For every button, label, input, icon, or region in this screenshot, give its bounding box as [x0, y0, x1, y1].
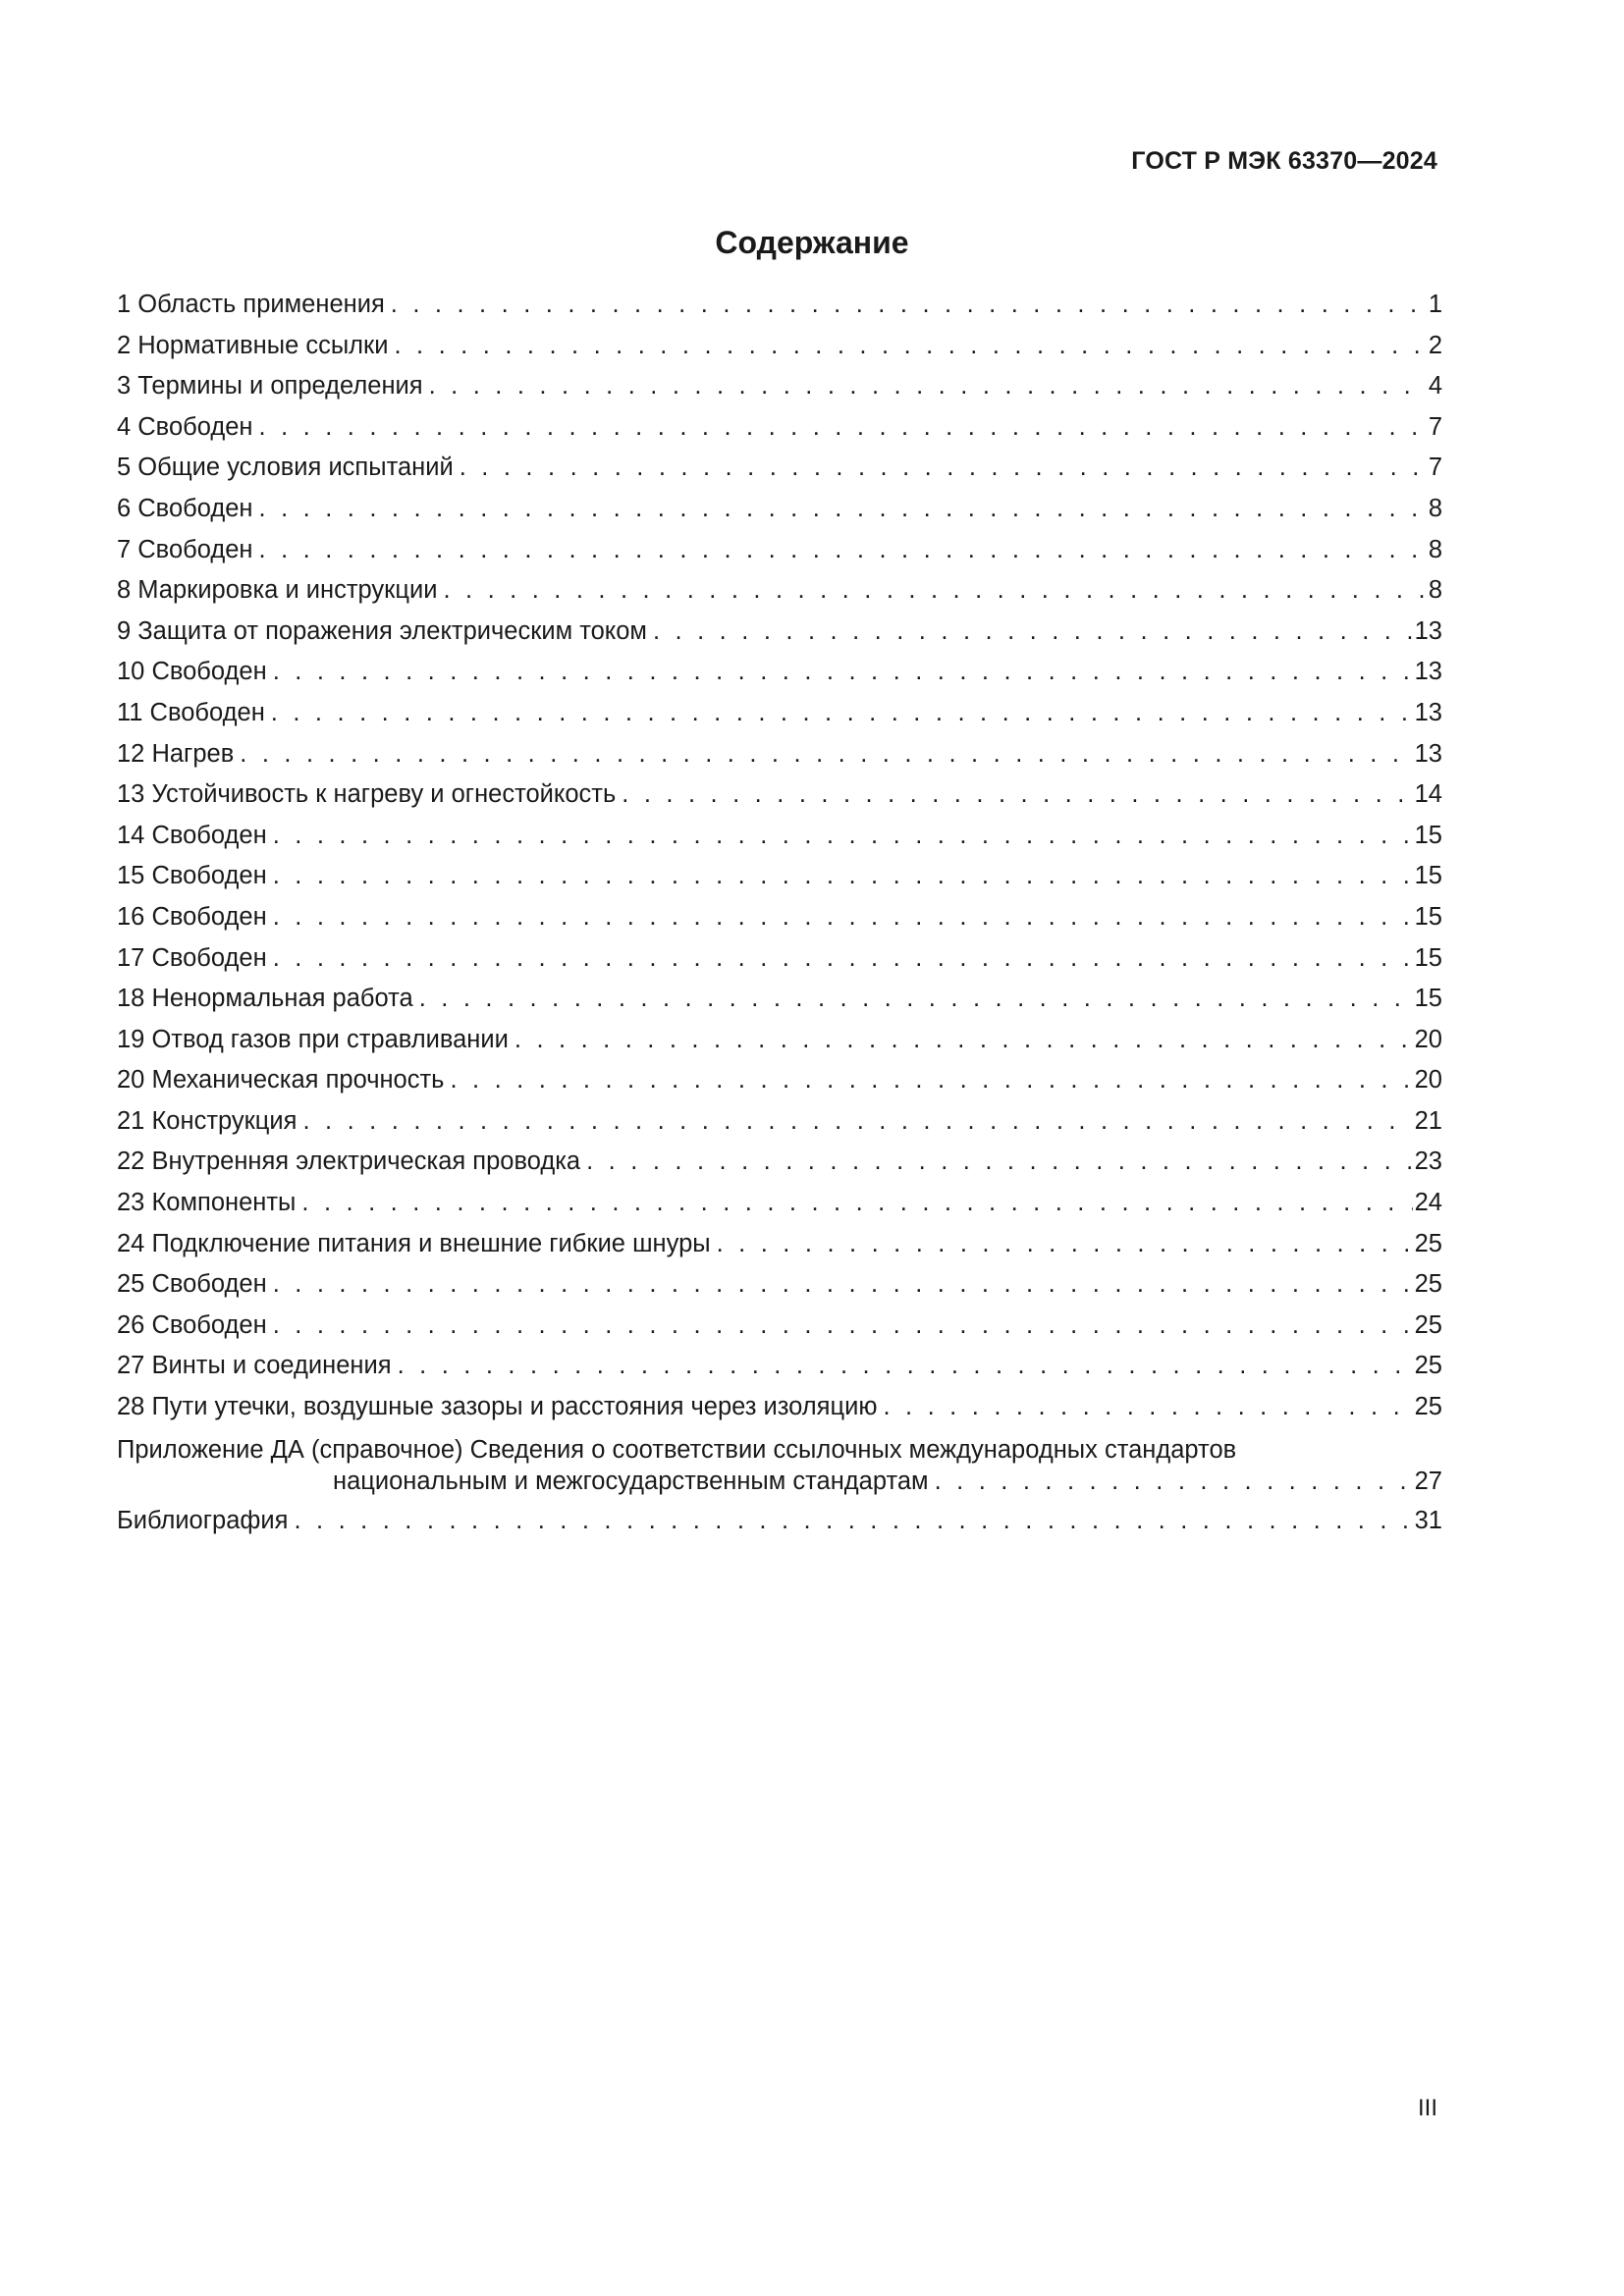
toc-entry-label: 2 Нормативные ссылки — [117, 331, 389, 359]
toc-leader — [622, 774, 1412, 816]
toc-entry[interactable] — [117, 652, 1442, 693]
toc-leader — [883, 1387, 1412, 1428]
toc-entry[interactable] — [117, 1346, 1442, 1387]
toc-entry-page: 8 — [1428, 494, 1442, 522]
toc-appendix-line1: Приложение ДА (справочное) Сведения о соответствии ссылочных международных стандартов — [117, 1435, 1237, 1464]
toc-entry[interactable] — [117, 979, 1442, 1020]
toc-entry[interactable] — [117, 1101, 1442, 1143]
toc-entry[interactable] — [117, 285, 1442, 326]
toc-leader — [302, 1101, 1412, 1143]
toc-entry[interactable] — [117, 938, 1442, 980]
toc-entry-page: 8 — [1428, 576, 1442, 605]
toc-entry-label: 26 Свободен — [117, 1310, 267, 1339]
toc-leader — [653, 612, 1413, 653]
toc-entry-page: 23 — [1414, 1148, 1442, 1176]
toc-entry[interactable] — [117, 897, 1442, 938]
toc-entry-page: 25 — [1414, 1352, 1442, 1380]
toc-entry-page: 24 — [1414, 1189, 1442, 1217]
toc-entry-label: 22 Внутренняя электрическая проводка — [117, 1148, 581, 1176]
toc-entry[interactable] — [117, 1060, 1442, 1101]
toc-entry-page: 21 — [1414, 1106, 1442, 1135]
toc-leader — [294, 1501, 1412, 1542]
toc-entry-label: 16 Свободен — [117, 902, 267, 931]
toc-entry-label: 5 Общие условия испытаний — [117, 454, 454, 482]
toc-leader — [259, 407, 1427, 449]
toc-entry-label: 23 Компоненты — [117, 1189, 297, 1217]
toc-leader — [450, 1060, 1412, 1101]
page-number: III — [1417, 2095, 1437, 2121]
toc-entry[interactable] — [117, 326, 1442, 367]
toc-leader — [460, 448, 1427, 489]
toc-entry-page: 15 — [1414, 862, 1442, 890]
toc-entry[interactable] — [117, 366, 1442, 407]
toc-entry-label: 20 Механическая прочность — [117, 1066, 445, 1095]
toc-leader — [398, 1346, 1413, 1387]
toc-entry-label: 21 Конструкция — [117, 1106, 298, 1135]
toc-entry[interactable] — [117, 1387, 1442, 1428]
toc-leader — [935, 1466, 1413, 1497]
toc-appendix-line2-row — [117, 1466, 1442, 1497]
toc-entry-page: 25 — [1414, 1229, 1442, 1257]
toc-entry-label: 6 Свободен — [117, 494, 253, 522]
toc-entry[interactable] — [117, 1306, 1442, 1347]
toc-entry[interactable] — [117, 1224, 1442, 1265]
toc-leader — [419, 979, 1413, 1020]
toc-entry-label: 4 Свободен — [117, 412, 253, 441]
toc-leader — [273, 1264, 1413, 1306]
toc-entry-page: 20 — [1414, 1025, 1442, 1053]
toc-entry-page: 31 — [1414, 1506, 1442, 1534]
toc-entry-page: 15 — [1414, 821, 1442, 849]
toc-entry[interactable] — [117, 530, 1442, 571]
toc-leader — [717, 1224, 1413, 1265]
toc-entry-label: 7 Свободен — [117, 535, 253, 563]
toc-entry-page: 15 — [1414, 943, 1442, 972]
toc-leader — [443, 570, 1426, 612]
toc-leader — [429, 366, 1427, 407]
toc-entry-page: 4 — [1428, 372, 1442, 400]
toc-entry-page: 13 — [1414, 698, 1442, 726]
toc-entry[interactable] — [117, 570, 1442, 612]
toc-entry[interactable] — [117, 489, 1442, 530]
toc-entry-label: 3 Термины и определения — [117, 372, 423, 400]
toc-entry-label: 27 Винты и соединения — [117, 1352, 392, 1380]
toc-entry-page: 7 — [1428, 454, 1442, 482]
document-code: ГОСТ Р МЭК 63370—2024 — [1131, 147, 1437, 175]
toc-leader — [391, 285, 1427, 326]
toc-entry-label: 28 Пути утечки, воздушные зазоры и расстояния через изоляцию — [117, 1393, 878, 1421]
toc-leader — [394, 326, 1426, 367]
toc-entry-page: 13 — [1414, 658, 1442, 686]
toc-entry-page: 20 — [1414, 1066, 1442, 1095]
toc-entry-label: 9 Защита от поражения электрическим током — [117, 616, 647, 645]
toc-entry-page: 1 — [1428, 291, 1442, 318]
toc-entry[interactable] — [117, 407, 1442, 449]
toc-leader — [273, 938, 1413, 980]
toc-leader — [301, 1183, 1412, 1224]
toc-entry[interactable] — [117, 693, 1442, 734]
toc-leader — [586, 1142, 1413, 1183]
toc-entry-label: 8 Маркировка и инструкции — [117, 576, 438, 605]
toc-leader — [273, 1306, 1413, 1347]
toc-entry-page: 13 — [1414, 616, 1442, 645]
toc-entry-label: 14 Свободен — [117, 821, 267, 849]
toc-entry[interactable] — [117, 612, 1442, 653]
toc-leader — [273, 856, 1413, 897]
toc-entry-label: 10 Свободен — [117, 658, 267, 686]
toc-entry-page: 14 — [1414, 780, 1442, 809]
toc-entry[interactable] — [117, 448, 1442, 489]
toc-entry[interactable] — [117, 1142, 1442, 1183]
toc-entry-label: 13 Устойчивость к нагреву и огнестойкость — [117, 780, 617, 809]
toc-entry-page: 8 — [1428, 535, 1442, 563]
toc-entry-label: 15 Свободен — [117, 862, 267, 890]
table-of-contents — [117, 285, 1442, 1541]
toc-entry[interactable] — [117, 774, 1442, 816]
toc-entry-label: 1 Область применения — [117, 291, 385, 318]
toc-entry[interactable] — [117, 734, 1442, 775]
toc-entry-appendix[interactable] — [117, 1428, 1442, 1501]
toc-entry-page: 2 — [1428, 331, 1442, 359]
toc-leader — [271, 693, 1413, 734]
toc-entry-label: 17 Свободен — [117, 943, 267, 972]
toc-entry-page: 15 — [1414, 902, 1442, 931]
toc-entry[interactable] — [117, 1020, 1442, 1061]
toc-entry-page: 25 — [1414, 1270, 1442, 1299]
toc-entry[interactable] — [117, 816, 1442, 857]
toc-entry-page: 15 — [1414, 985, 1442, 1013]
toc-entry-label: 11 Свободен — [117, 698, 265, 726]
toc-entry-page: 13 — [1414, 739, 1442, 768]
toc-leader — [259, 489, 1427, 530]
toc-entry-page: 25 — [1414, 1393, 1442, 1421]
toc-entry[interactable] — [117, 856, 1442, 897]
toc-entry-bibliography[interactable] — [117, 1501, 1442, 1542]
toc-leader — [273, 652, 1413, 693]
toc-entry[interactable] — [117, 1183, 1442, 1224]
toc-entry-label: Библиография — [117, 1506, 289, 1534]
toc-entry-label: 18 Ненормальная работа — [117, 985, 413, 1013]
toc-leader — [240, 734, 1412, 775]
toc-entry[interactable] — [117, 1264, 1442, 1306]
toc-entry-label: 19 Отвод газов при стравливании — [117, 1025, 509, 1053]
toc-entry-page: 25 — [1414, 1310, 1442, 1339]
toc-leader — [259, 530, 1427, 571]
toc-entry-page: 7 — [1428, 412, 1442, 441]
toc-leader — [514, 1020, 1413, 1061]
toc-entry-page: 27 — [1414, 1467, 1442, 1495]
toc-appendix-line2: национальным и межгосударственным стандартам — [333, 1467, 929, 1495]
toc-entry-label: 25 Свободен — [117, 1270, 267, 1299]
toc-leader — [273, 897, 1413, 938]
toc-entry-label: 12 Нагрев — [117, 739, 235, 768]
toc-entry-label: 24 Подключение питания и внешние гибкие шнуры — [117, 1229, 711, 1257]
toc-leader — [273, 816, 1413, 857]
toc-title: Содержание — [715, 225, 909, 260]
